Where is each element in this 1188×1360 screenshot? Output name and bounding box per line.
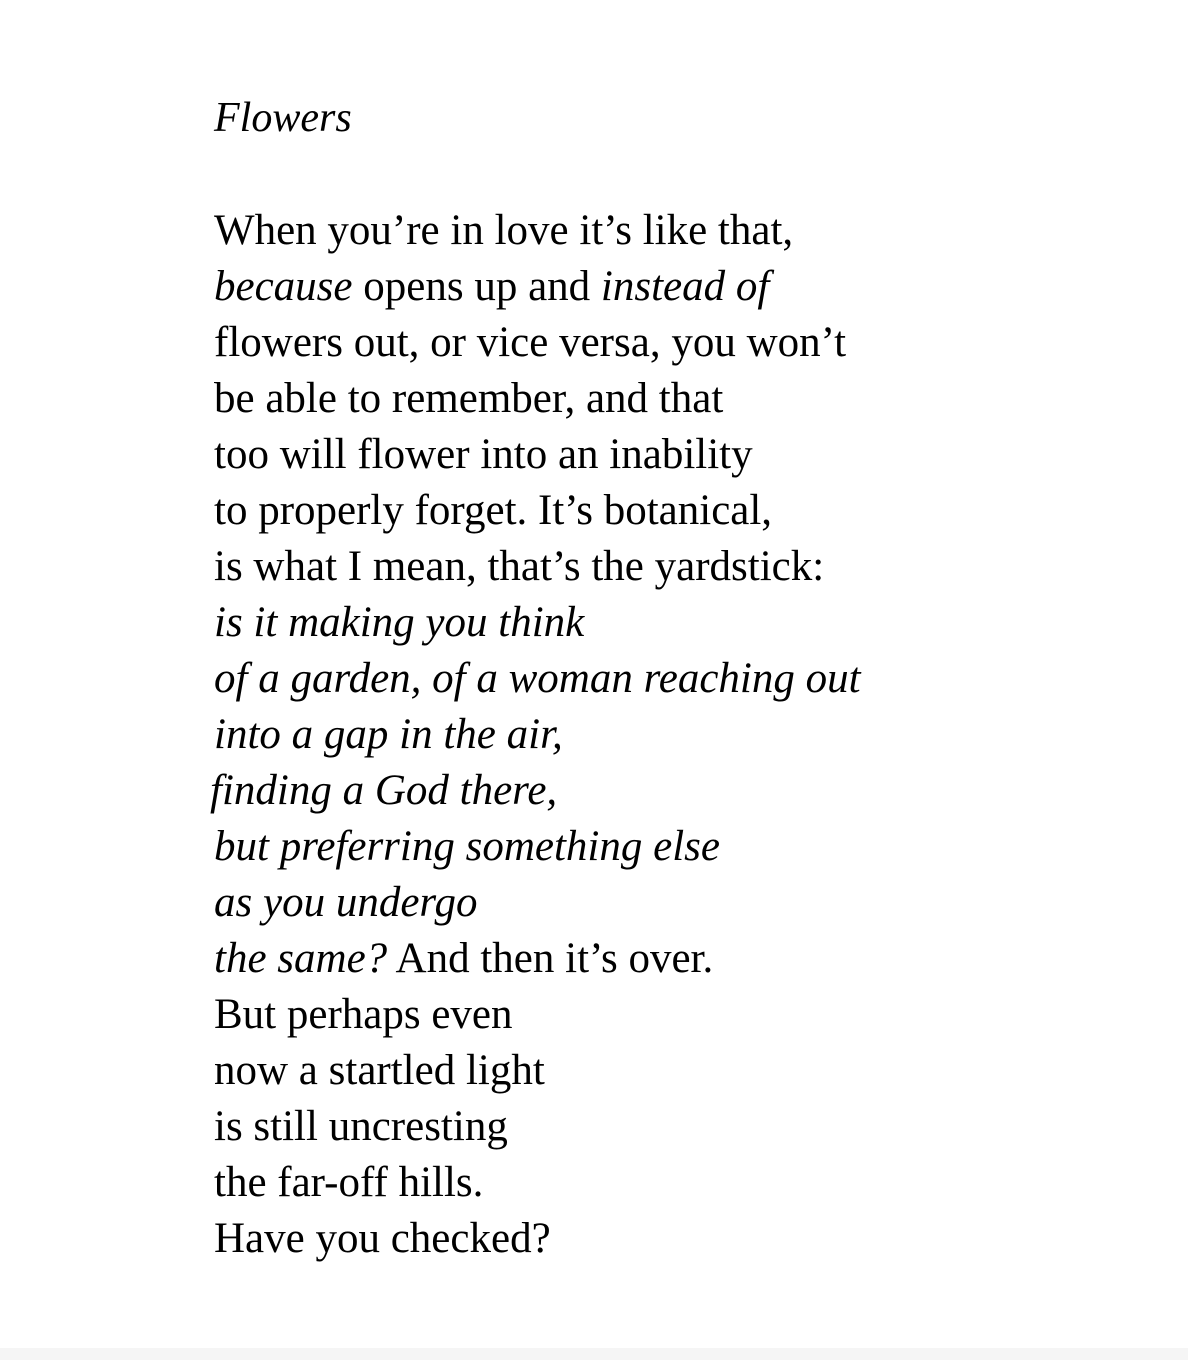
poem-line-14-italic: the same? — [214, 935, 388, 982]
poem-line-1: When you’re in love it’s like that, — [214, 207, 794, 254]
poem-line-13-italic: as you undergo — [214, 879, 478, 926]
poem-body — [210, 203, 1154, 1267]
poem-line-8 — [214, 595, 1154, 651]
poem-line-8-italic: is it making you think — [214, 599, 585, 646]
poem-line-10-italic: into a gap in the air, — [214, 711, 563, 758]
poem-line-15: But perhaps even — [214, 991, 513, 1038]
poem-line-11-italic: finding a God there, — [210, 767, 558, 814]
poem-line-13 — [214, 875, 1154, 931]
poem-line-11 — [210, 763, 1154, 819]
poem-line-18: the far-off hills. — [214, 1159, 484, 1206]
poem-line-14-roman: And then it’s over. — [387, 935, 714, 982]
poem-line-2-italic-because: because — [214, 263, 353, 310]
poem-line-19: Have you checked? — [214, 1215, 551, 1262]
poem-line-4: be able to remember, and that — [214, 375, 724, 422]
poem-line-14 — [214, 931, 1154, 987]
poem-line-7: is what I mean, that’s the yardstick: — [214, 543, 825, 590]
poem-line-2-italic-instead-of: instead of — [600, 263, 770, 310]
poem-title: Flowers — [214, 95, 352, 141]
poem-line-12-italic: but preferring something else — [214, 823, 720, 870]
poem-line-9-italic: of a garden, of a woman reaching out — [214, 655, 861, 702]
poem — [210, 90, 1154, 1267]
poem-line-6: to properly forget. It’s botanical, — [214, 487, 773, 534]
poem-line-17: is still uncresting — [214, 1103, 508, 1150]
poem-line-5: too will flower into an inability — [214, 431, 753, 478]
poem-line-16: now a startled light — [214, 1047, 545, 1094]
poem-line-2-middle: opens up and — [352, 263, 601, 310]
window-bottom-edge — [0, 1348, 1188, 1360]
poem-line-10 — [214, 707, 1154, 763]
poem-line-3: flowers out, or vice versa, you won’t — [214, 319, 847, 366]
poem-line-12 — [214, 819, 1154, 875]
poem-line-2 — [214, 259, 1154, 315]
poem-line-9 — [214, 651, 1154, 707]
